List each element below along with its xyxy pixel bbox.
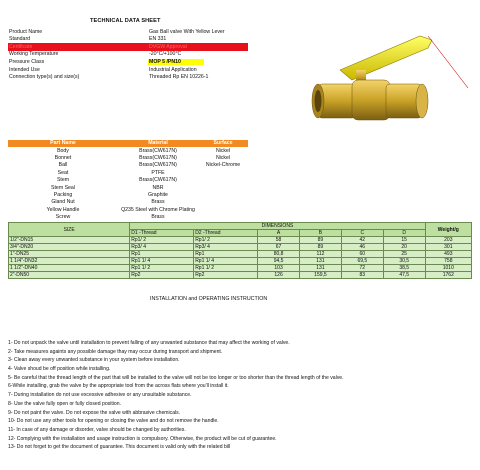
parts-cell: Nickel: [215, 154, 231, 161]
table-cell: 131: [300, 258, 342, 265]
list-item: 5- Be careful that the thread length of the part that will be installed to the valve will not be too longer or too shorter than the thread length of the valve.: [8, 374, 344, 381]
col-d1: D1 -Thread: [130, 230, 194, 237]
spec-key: Connection type(s) and size(s): [9, 74, 80, 81]
table-cell: Rp3/ 4: [194, 244, 258, 251]
list-item: 13- Do not forget to get the document of guarantee. This document is valid only with the related bill: [8, 444, 231, 451]
parts-cell: Bonnet: [54, 154, 72, 161]
parts-row: [8, 214, 248, 221]
table-cell: 3/4"-DN20: [9, 244, 130, 251]
table-cell: 80,8: [258, 251, 300, 258]
parts-cell: Brass: [151, 199, 165, 206]
table-cell: 30,5: [383, 258, 425, 265]
list-item: 7- During installation do not use excessive adhesive or any unsuitable substance.: [8, 392, 192, 399]
list-item: 10- Do not use any other tools for opening or closing the valve and do not remove the handle.: [8, 418, 219, 425]
table-cell: 20: [383, 244, 425, 251]
table-cell: 42: [341, 237, 383, 244]
size-header: SIZE: [9, 223, 130, 237]
parts-header-part: Part Name: [50, 140, 76, 147]
table-cell: 1/2"-DN15: [9, 237, 130, 244]
weight-header: Weight/g: [425, 223, 471, 237]
list-item: 6-While installing, grab the valve by the appropriate tool from the across flats where you'll install it.: [8, 383, 229, 390]
table-cell: Rp1 1/ 2: [194, 265, 258, 272]
spec-value: DVGW Approval: [149, 43, 187, 50]
spec-key: Certificate: [9, 43, 33, 50]
parts-cell: Brass(CW617N): [139, 162, 177, 169]
table-cell: 758: [425, 258, 471, 265]
table-row: [9, 251, 472, 258]
list-item: 2- Take measures againts any possible damage thay may occur during transport and shipment.: [8, 348, 223, 355]
parts-cell: Graphite: [148, 191, 168, 198]
parts-cell: NBR: [152, 184, 164, 191]
parts-row: [8, 147, 248, 154]
parts-cell: Nickel-Chrome: [205, 162, 241, 169]
table-row: [9, 265, 472, 272]
parts-row: [8, 154, 248, 161]
list-item: 12- Complying with the installation and usage instruction is compulsory. Otherwise, the product will be cut of guarantee.: [8, 435, 277, 442]
spec-value: Threaded Rp EN 10226-1: [149, 74, 209, 81]
table-cell: 126: [258, 272, 300, 279]
col-b: B: [300, 230, 342, 237]
parts-row: [8, 169, 248, 176]
table-cell: 58: [258, 237, 300, 244]
table-cell: 60: [341, 251, 383, 258]
parts-cell: Ball: [58, 162, 68, 169]
parts-cell: Q235 Steel with Chrome Plating: [121, 206, 195, 213]
table-cell: Rp3/ 4: [130, 244, 194, 251]
table-cell: 493: [425, 251, 471, 258]
table-cell: Rp2: [194, 272, 258, 279]
parts-row: [8, 206, 248, 213]
table-cell: 47,5: [383, 272, 425, 279]
parts-cell: Brass(CW617N): [139, 154, 177, 161]
spec-key: Product Name: [9, 28, 43, 35]
table-cell: 159,5: [300, 272, 342, 279]
parts-cell: Screw: [55, 214, 71, 221]
spec-row: [8, 66, 248, 74]
spec-value: EN 331: [149, 36, 167, 43]
col-d2: D2 -Thread: [194, 230, 258, 237]
table-cell: Rp1 1/ 4: [130, 258, 194, 265]
parts-table: [8, 140, 248, 221]
parts-header-surface: Surface: [213, 140, 233, 147]
parts-cell: Stem: [56, 177, 70, 184]
table-cell: 83: [341, 272, 383, 279]
parts-cell: Gland Nut: [51, 199, 75, 206]
col-a: A: [258, 230, 300, 237]
spec-key: Standard: [9, 36, 31, 43]
list-item: 9- Do not paint the valve. Do not expose the valve with abbrasive chemicals.: [8, 409, 181, 416]
spec-value: Industrial Application: [149, 66, 197, 73]
spec-row: [8, 74, 248, 82]
table-cell: Rp1/ 2: [130, 237, 194, 244]
table-row: [9, 244, 472, 251]
col-c: C: [341, 230, 383, 237]
parts-row: [8, 191, 248, 198]
parts-row: [8, 184, 248, 191]
parts-cell: PTFE: [151, 169, 165, 176]
sheet-title: TECHNICAL DATA SHEET: [90, 18, 161, 24]
parts-header-row: [8, 140, 248, 147]
spec-key: Intended Use: [9, 66, 40, 73]
spec-value: MOP 5 /PN10: [148, 59, 204, 65]
table-cell: 301: [425, 244, 471, 251]
table-cell: Rp1: [130, 251, 194, 258]
table-cell: 94,5: [258, 258, 300, 265]
table-cell: Rp1 1/ 4: [194, 258, 258, 265]
table-cell: 103: [258, 265, 300, 272]
table-cell: 112: [300, 251, 342, 258]
table-cell: 1 1/4"-DN32: [9, 258, 130, 265]
table-cell: Rp1: [194, 251, 258, 258]
table-cell: 203: [425, 237, 471, 244]
table-cell: 72: [341, 265, 383, 272]
spec-value: Gas Ball valve With Yellow Lever: [149, 28, 225, 35]
spec-key: Pressure Class: [9, 59, 45, 66]
table-cell: 25: [383, 251, 425, 258]
table-cell: 2"-DN50: [9, 272, 130, 279]
parts-row: [8, 199, 248, 206]
instructions-list: [8, 340, 474, 453]
dimensions-table: [8, 222, 472, 279]
parts-cell: Body: [57, 147, 69, 154]
list-item: 11- In case of any damage or disorder, valve should be changed by authorities.: [8, 426, 186, 433]
spec-row: [8, 58, 248, 66]
instructions-title: INSTALLATION and OPERATING INSTRUCTION: [150, 296, 268, 302]
list-item: 4- Valve shoud be off position while installing.: [8, 366, 111, 373]
spec-list: [8, 28, 248, 81]
dimensions-header: DIMENSIONS: [130, 223, 425, 230]
parts-cell: Stem Seal: [51, 184, 75, 191]
table-cell: 89: [300, 244, 342, 251]
spec-value: -20°C/+100°C: [149, 51, 182, 58]
table-cell: Rp1/ 2: [194, 237, 258, 244]
spec-row: [8, 43, 248, 51]
spec-row: [8, 36, 248, 44]
parts-header-material: Material: [148, 140, 168, 147]
table-cell: Rp1 1/ 2: [130, 265, 194, 272]
table-row: [9, 272, 472, 279]
parts-cell: Nickel: [215, 147, 231, 154]
table-cell: 1010: [425, 265, 471, 272]
table-cell: 1"-DN25: [9, 251, 130, 258]
parts-row: [8, 177, 248, 184]
table-cell: 131: [300, 265, 342, 272]
table-cell: 38,5: [383, 265, 425, 272]
parts-cell: Brass(CW617N): [139, 177, 177, 184]
parts-cell: Yellow Handle: [46, 206, 80, 213]
table-row: [9, 237, 472, 244]
table-cell: 69,5: [341, 258, 383, 265]
table-cell: 46: [341, 244, 383, 251]
parts-cell: Brass(CW617N): [139, 147, 177, 154]
table-cell: 15: [383, 237, 425, 244]
list-item: 8- Use the valve fully open or fully closed position.: [8, 400, 121, 407]
parts-row: [8, 162, 248, 169]
parts-cell: Brass: [151, 214, 165, 221]
list-item: 3- Clean away every unwanted substance in your system before installation.: [8, 357, 180, 364]
spec-row: [8, 28, 248, 36]
spec-row: [8, 51, 248, 59]
valve-illustration: [300, 30, 470, 130]
list-item: 1- Do not unpack the valve until installation to prevent falling of any unwanted substance that may affect the working of valve.: [8, 340, 290, 346]
col-d: D: [383, 230, 425, 237]
table-cell: 89: [300, 237, 342, 244]
table-cell: 1 1/2"-DN40: [9, 265, 130, 272]
parts-cell: Packing: [53, 191, 73, 198]
parts-cell: Seat: [57, 169, 69, 176]
table-row: [9, 258, 472, 265]
spec-key: Working Temperature: [9, 51, 59, 58]
table-cell: 67: [258, 244, 300, 251]
table-cell: 1762: [425, 272, 471, 279]
table-cell: Rp2: [130, 272, 194, 279]
